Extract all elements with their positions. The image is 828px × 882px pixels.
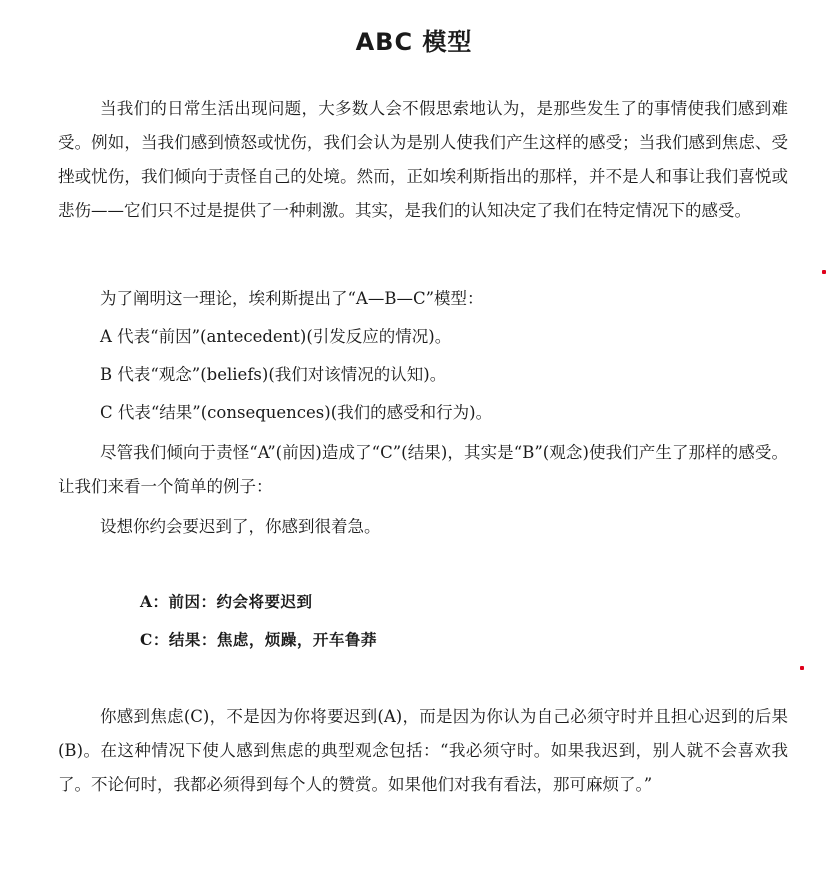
paragraph-explanation: 尽管我们倾向于责怪“A”(前因)造成了“C”(结果)，其实是“B”(观念)使我们产生了那样的感受。让我们来看一个简单的例子： [58,443,788,496]
paragraph-beliefs: B 代表“观念”(beliefs)(我们对该情况的认知)。 [100,365,447,384]
red-mark [800,666,804,670]
paragraph-antecedent: A 代表“前因”(antecedent)(引发反应的情况)。 [100,327,452,346]
paragraph-analysis: 你感到焦虑(C)，不是因为你将要迟到(A)，而是因为你认为自己必须守时并且担心迟到的后果(B)。在这种情况下使人感到焦虑的典型观念包括：“我必须守时。如果我迟到，别人就不会喜欢我了。不论何时，我都必须得到每个人的赞赏。如果他们对我有看法，那可麻烦了。” [58,707,788,794]
example-line-c: C：结果：焦虑，烦躁，开车鲁莽 [140,630,377,649]
paragraph-scenario: 设想你约会要迟到了，你感到很着急。 [100,517,381,536]
paragraph-intro: 当我们的日常生活出现问题，大多数人会不假思索地认为，是那些发生了的事情使我们感到难受。例如，当我们感到愤怒或忧伤，我们会认为是别人使我们产生这样的感受；当我们感到焦虑、受挫或忧伤，我们倾向于责怪自己的处境。然而，正如埃利斯指出的那样，并不是人和事让我们喜悦或悲伤——它们只不过是提供了一种刺激。其实，是我们的认知决定了我们在特定情况下的感受。 [58,99,788,220]
red-mark [822,270,826,274]
example-line-a: A：前因：约会将要迟到 [140,592,313,611]
paragraph-model-intro: 为了阐明这一理论，埃利斯提出了“A—B—C”模型： [100,289,484,308]
paragraph-consequences: C 代表“结果”(consequences)(我们的感受和行为)。 [100,403,493,422]
page-title: ABC 模型 [355,28,473,56]
